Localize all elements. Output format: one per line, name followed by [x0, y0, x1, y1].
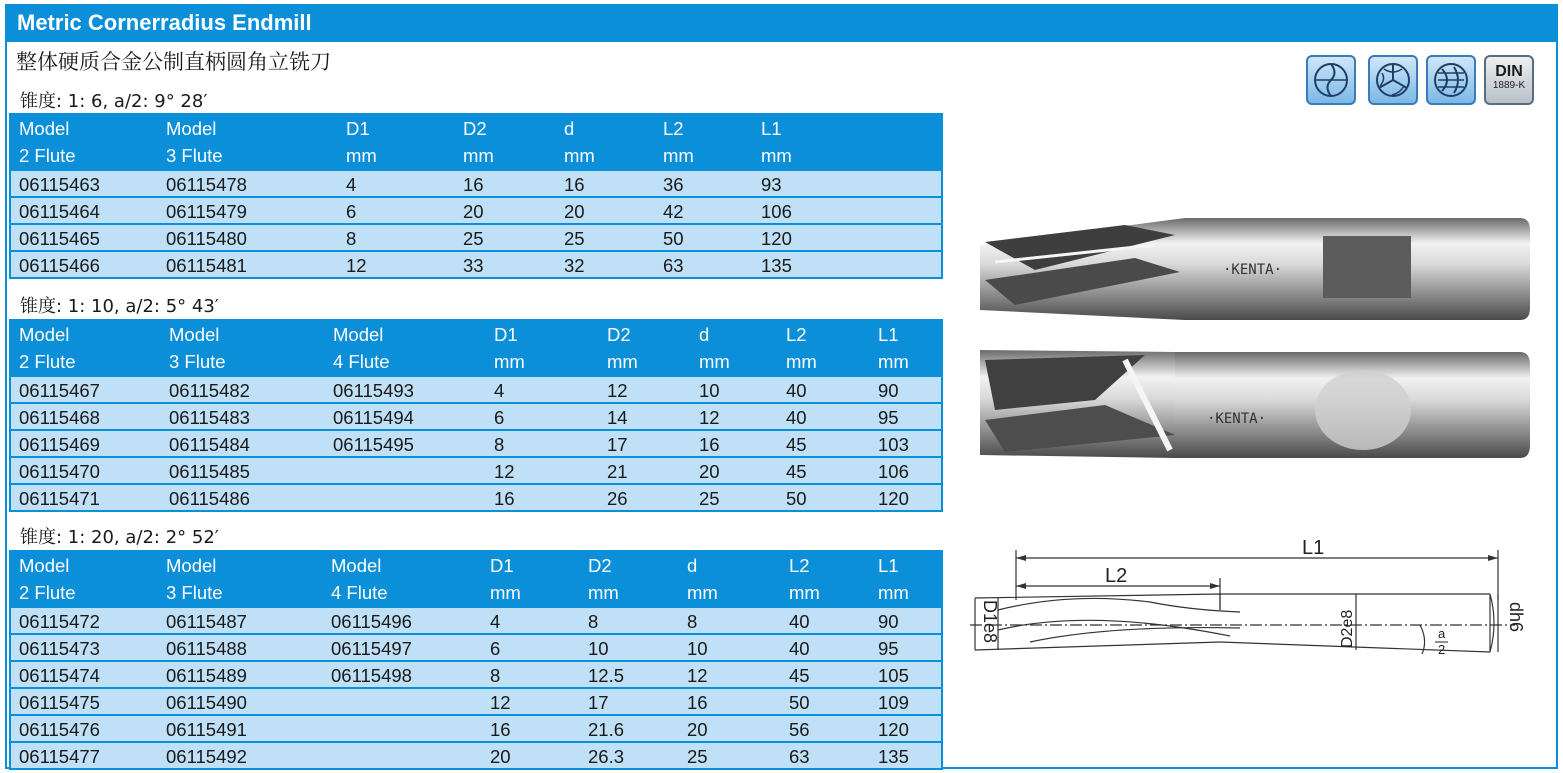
table-header-row — [11, 552, 941, 579]
dimension-l1-label: L1 — [1302, 537, 1325, 559]
cell: 25 — [564, 228, 585, 249]
taper-label-1: 锥度: 1: 6, a/2: 9° 28′ — [20, 91, 208, 112]
cell: 06115489 — [166, 665, 247, 686]
cell: 16 — [494, 488, 515, 509]
din-label: DIN — [1495, 63, 1523, 80]
cell: 06115493 — [333, 380, 414, 401]
cell: 10 — [699, 380, 720, 401]
cell: 20 — [687, 719, 708, 740]
cell: 16 — [687, 692, 708, 713]
table-row — [11, 404, 941, 429]
cell: 12 — [346, 255, 367, 276]
table-header-row — [11, 321, 941, 348]
cell: 32 — [564, 255, 585, 276]
col-header: L1 — [878, 555, 899, 576]
cell: 106 — [878, 461, 909, 482]
cell: 10 — [687, 638, 708, 659]
col-header: L2 — [789, 555, 810, 576]
col-header: D2 — [607, 324, 631, 345]
cell: 40 — [789, 611, 810, 632]
cell: 50 — [789, 692, 810, 713]
col-subheader: mm — [494, 351, 525, 372]
cell: 06115485 — [169, 461, 250, 482]
cell: 40 — [786, 407, 807, 428]
brand-mark: ·KENTA· — [1207, 411, 1267, 427]
cell: 06115486 — [169, 488, 250, 509]
cell: 6 — [346, 201, 357, 222]
cell: 40 — [789, 638, 810, 659]
cell: 16 — [699, 434, 720, 455]
col-header: D2 — [463, 118, 487, 139]
cell: 135 — [761, 255, 792, 276]
table-header-units — [11, 579, 941, 606]
table-header-units — [11, 348, 941, 375]
col-subheader: 4 Flute — [331, 582, 388, 603]
cell: 06115488 — [166, 638, 247, 659]
cell: 21 — [607, 461, 628, 482]
col-subheader: mm — [878, 351, 909, 372]
col-header: Model — [19, 118, 70, 139]
cell: 21.6 — [588, 719, 625, 740]
cell: 06115477 — [19, 746, 100, 767]
cell: 06115480 — [166, 228, 247, 249]
cell: 4 — [346, 174, 357, 195]
cell: 20 — [463, 201, 484, 222]
cell: 06115482 — [169, 380, 250, 401]
angle-numerator: a — [1438, 626, 1446, 641]
col-header: Model — [169, 324, 220, 345]
cell: 16 — [564, 174, 585, 195]
cell: 90 — [878, 380, 899, 401]
col-subheader: mm — [607, 351, 638, 372]
cell: 16 — [490, 719, 511, 740]
cell: 12 — [490, 692, 511, 713]
col-header: Model — [331, 555, 382, 576]
cell: 42 — [663, 201, 684, 222]
cell: 06115464 — [19, 201, 100, 222]
cell: 106 — [761, 201, 792, 222]
cell: 20 — [564, 201, 585, 222]
cell: 120 — [878, 719, 909, 740]
cell: 6 — [490, 638, 501, 659]
col-subheader: mm — [789, 582, 820, 603]
col-subheader: mm — [346, 145, 377, 166]
table-row — [11, 198, 941, 223]
col-subheader: mm — [588, 582, 619, 603]
col-header: D2 — [588, 555, 612, 576]
col-subheader: mm — [699, 351, 730, 372]
col-header: d — [699, 324, 710, 345]
table-row — [11, 635, 941, 660]
cell: 16 — [463, 174, 484, 195]
cell: 06115475 — [19, 692, 100, 713]
cell: 06115467 — [19, 380, 100, 401]
cell: 95 — [878, 638, 899, 659]
cell: 6 — [494, 407, 505, 428]
cell: 12.5 — [588, 665, 625, 686]
table-row — [11, 689, 941, 714]
cell: 50 — [786, 488, 807, 509]
cell: 8 — [346, 228, 357, 249]
three-flute-cross-section-icon — [1368, 55, 1418, 105]
table-row — [11, 608, 941, 633]
cell: 8 — [490, 665, 501, 686]
col-subheader: mm — [564, 145, 595, 166]
brand-mark: ·KENTA· — [1223, 262, 1283, 278]
cell: 06115484 — [169, 434, 250, 455]
col-header: Model — [333, 324, 384, 345]
cell: 12 — [687, 665, 708, 686]
cell: 103 — [878, 434, 909, 455]
col-subheader: 3 Flute — [169, 351, 226, 372]
col-header: D1 — [494, 324, 518, 345]
cell: 06115468 — [19, 407, 100, 428]
endmill-photo-3-flute — [975, 210, 1535, 330]
col-subheader: 4 Flute — [333, 351, 390, 372]
cell: 50 — [663, 228, 684, 249]
table-row — [11, 171, 941, 196]
col-header: Model — [166, 118, 217, 139]
cell: 26.3 — [588, 746, 625, 767]
cell: 06115495 — [333, 434, 414, 455]
cell: 06115470 — [19, 461, 100, 482]
cell: 8 — [588, 611, 599, 632]
cell: 109 — [878, 692, 909, 713]
col-subheader: mm — [687, 582, 718, 603]
cell: 25 — [463, 228, 484, 249]
col-subheader: 2 Flute — [19, 351, 76, 372]
dimension-d2-label: D2e8 — [1339, 609, 1356, 648]
cell: 45 — [786, 434, 807, 455]
cell: 06115479 — [166, 201, 247, 222]
cell: 40 — [786, 380, 807, 401]
cell: 06115471 — [19, 488, 100, 509]
col-subheader: 2 Flute — [19, 582, 76, 603]
cell: 06115466 — [19, 255, 100, 276]
cell: 8 — [687, 611, 698, 632]
cell: 95 — [878, 407, 899, 428]
two-flute-cross-section-icon — [1306, 55, 1356, 105]
cell: 17 — [607, 434, 628, 455]
col-subheader: mm — [786, 351, 817, 372]
col-header: d — [687, 555, 698, 576]
dimension-l2-label: L2 — [1105, 565, 1128, 587]
cell: 17 — [588, 692, 609, 713]
cell: 06115491 — [166, 719, 247, 740]
chinese-subtitle: 整体硬质合金公制直柄圆角立铣刀 — [16, 50, 331, 74]
cell: 06115465 — [19, 228, 100, 249]
table-header-units — [11, 142, 941, 169]
cell: 8 — [494, 434, 505, 455]
cell: 26 — [607, 488, 628, 509]
col-subheader: mm — [663, 145, 694, 166]
cell: 12 — [699, 407, 720, 428]
cell: 10 — [588, 638, 609, 659]
page-title: Metric Cornerradius Endmill — [5, 4, 1558, 42]
cell: 06115463 — [19, 174, 100, 195]
col-header: L2 — [663, 118, 684, 139]
col-subheader: mm — [490, 582, 521, 603]
cell: 90 — [878, 611, 899, 632]
table-row — [11, 377, 941, 402]
taper-label-2: 锥度: 1: 10, a/2: 5° 43′ — [20, 296, 219, 317]
flute-side-view-icon — [1426, 55, 1476, 105]
cell: 63 — [789, 746, 810, 767]
cell: 06115473 — [19, 638, 100, 659]
din-number: 1889-K — [1492, 80, 1526, 91]
cell: 93 — [761, 174, 782, 195]
cell: 06115472 — [19, 611, 100, 632]
cell: 25 — [687, 746, 708, 767]
cell: 12 — [607, 380, 628, 401]
col-subheader: 3 Flute — [166, 582, 223, 603]
col-header: Model — [19, 555, 70, 576]
col-header: D1 — [346, 118, 370, 139]
cell: 12 — [494, 461, 515, 482]
spec-table-3 — [9, 550, 943, 770]
spec-table-2 — [9, 319, 943, 512]
cell: 06115494 — [333, 407, 414, 428]
cell: 25 — [699, 488, 720, 509]
col-subheader: mm — [878, 582, 909, 603]
cell: 20 — [490, 746, 511, 767]
col-header: Model — [166, 555, 217, 576]
cell: 45 — [786, 461, 807, 482]
table-row — [11, 225, 941, 250]
spec-table-1 — [9, 113, 943, 279]
cell: 06115478 — [166, 174, 247, 195]
cell: 06115497 — [331, 638, 412, 659]
cell: 06115498 — [331, 665, 412, 686]
table-row — [11, 662, 941, 687]
din-standard-badge — [1484, 55, 1534, 105]
cell: 135 — [878, 746, 909, 767]
cell: 06115483 — [169, 407, 250, 428]
table-row — [11, 458, 941, 483]
cell: 06115469 — [19, 434, 100, 455]
technical-drawing — [970, 530, 1550, 675]
col-header: L1 — [761, 118, 782, 139]
cell: 120 — [878, 488, 909, 509]
cell: 4 — [494, 380, 505, 401]
cell: 20 — [699, 461, 720, 482]
cell: 06115496 — [331, 611, 412, 632]
col-header: d — [564, 118, 575, 139]
cell: 06115476 — [19, 719, 100, 740]
table-row — [11, 485, 941, 510]
cell: 06115481 — [166, 255, 247, 276]
table-row — [11, 431, 941, 456]
col-header: L1 — [878, 324, 899, 345]
cell: 4 — [490, 611, 501, 632]
angle-denominator: 2 — [1438, 642, 1446, 657]
table-header-row — [11, 115, 941, 142]
col-subheader: mm — [463, 145, 494, 166]
cell: 06115474 — [19, 665, 100, 686]
col-header: L2 — [786, 324, 807, 345]
cell: 06115492 — [166, 746, 247, 767]
col-subheader: 2 Flute — [19, 145, 76, 166]
col-subheader: mm — [761, 145, 792, 166]
cell: 06115490 — [166, 692, 247, 713]
cell: 45 — [789, 665, 810, 686]
cell: 14 — [607, 407, 628, 428]
dimension-d-label: dh6 — [1506, 602, 1526, 633]
table-row — [11, 716, 941, 741]
cell: 06115487 — [166, 611, 247, 632]
col-header: D1 — [490, 555, 514, 576]
taper-label-3: 锥度: 1: 20, a/2: 2° 52′ — [20, 527, 219, 548]
cell: 63 — [663, 255, 684, 276]
table-row — [11, 252, 941, 277]
cell: 120 — [761, 228, 792, 249]
col-subheader: 3 Flute — [166, 145, 223, 166]
col-header: Model — [19, 324, 70, 345]
cell: 33 — [463, 255, 484, 276]
cell: 36 — [663, 174, 684, 195]
table-row — [11, 743, 941, 768]
cell: 105 — [878, 665, 909, 686]
endmill-photo-4-flute — [975, 340, 1535, 470]
cell: 56 — [789, 719, 810, 740]
dimension-d1-label: D1e8 — [980, 600, 1000, 644]
